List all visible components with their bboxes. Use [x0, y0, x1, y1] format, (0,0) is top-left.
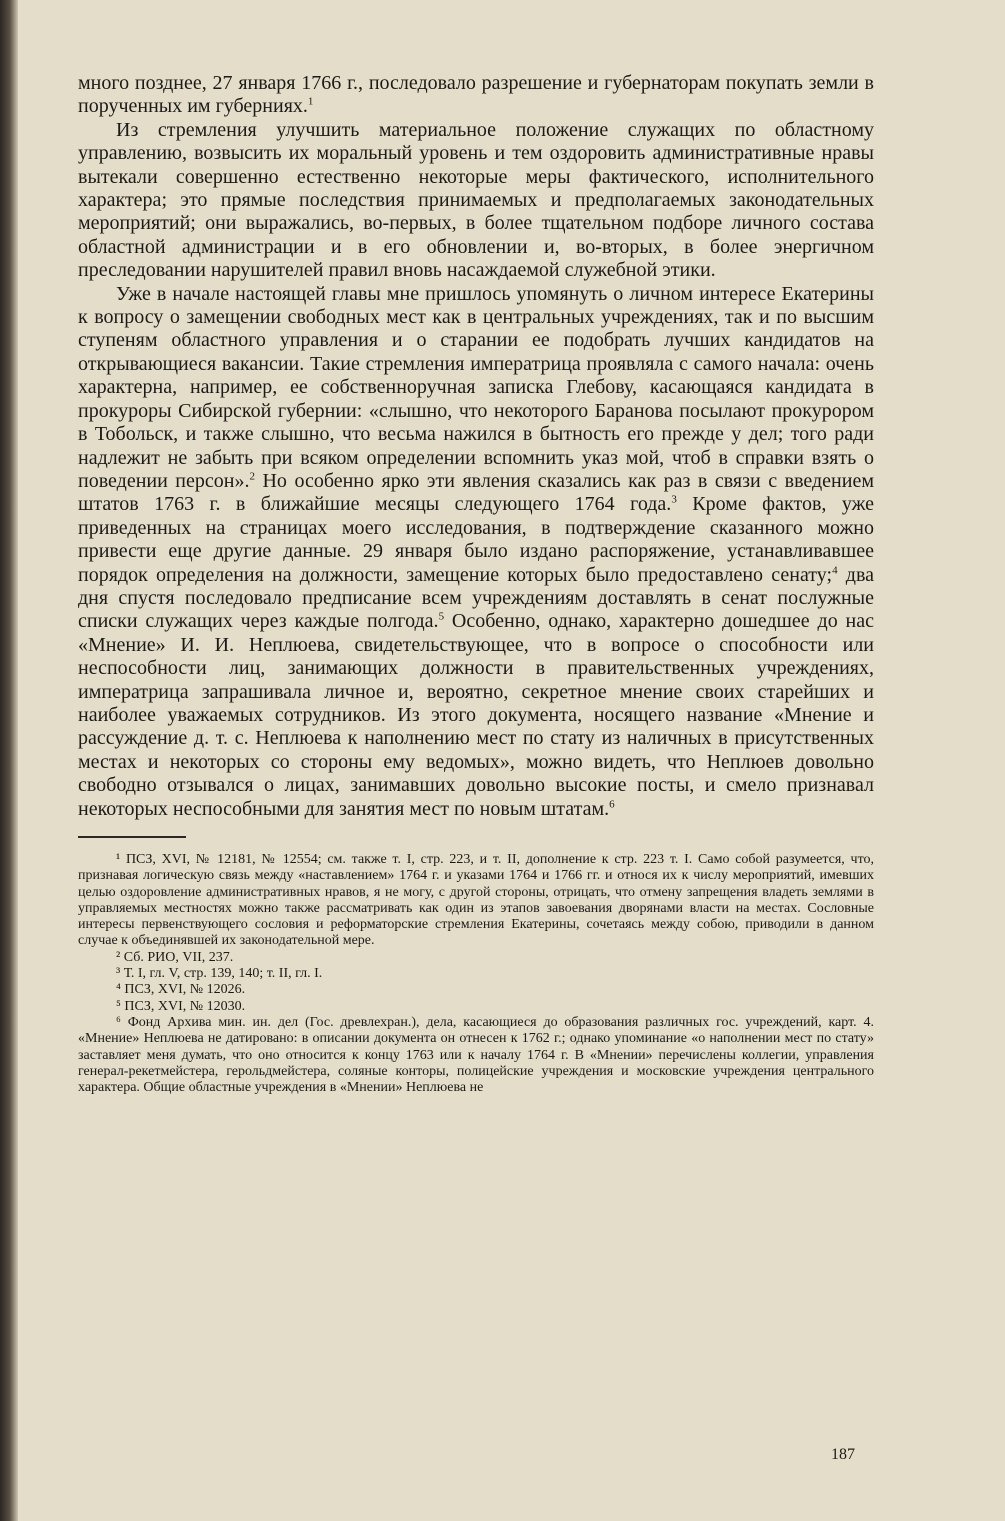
footnote-1: ¹ ПСЗ, XVI, № 12181, № 12554; см. также т. I, стр. 223, и т. II, дополнение к стр. 223 т. I. Само собой разумеется, что, признавая логическую связь между «наставлением» 1764 г. и указами 1764 и 1766 гг. и относя их к числу мероприятий, имевших целью оздоровление административных нравов, я не могу, с другой стороны, отрицать, что отмену запрещения владеть землями в управляемых местностях можно также рассматривать как один из этапов завоевания дворянами власти на местах. Сословные интересы первенствующего сословия и реформаторские стремления Екатерины, сочетаясь между собою, приводили в данном случае к объединявшей их законодательной мере. — [78, 852, 874, 949]
footnotes — [78, 852, 874, 1096]
paragraph-3-text-e: Особенно, однако, характерно дошедшее до нас «Мнение» И. И. Неплюева, свидетельствующее, что в вопросе о способности или неспособности лиц, занимающих должности в правительственных учреждениях, императрица запрашивала личное и, вероятно, секретное мнение своих старейших и наиболее уважаемых сотрудников. Из этого документа, носящего название «Мнение и рассуждение д. т. с. Неплюева к наполнению мест по стату из наличных в присутственных местах и некоторых со стороны ему ведомых», можно видеть, что Неплюев довольно свободно отзывался о лицах, занимавших довольно высокие посты, и смело признавал некоторых неспособными для занятия мест по новым штатам. — [78, 610, 875, 820]
footnote-5: ⁵ ПСЗ, XVI, № 12030. — [116, 998, 246, 1014]
footnote-3: ³ Т. I, гл. V, стр. 139, 140; т. II, гл. I. — [116, 966, 323, 982]
paragraph-3-text-c: Кроме фактов, уже приведенных на страницах моего исследования, в подтверждение сказанного можно привести еще другие данные. 29 января было издано распоряжение, устанавливавшее порядок определения на должности, замещение которых было предоставлено сенату; — [78, 493, 874, 586]
footnote-ref-3: 3 — [671, 493, 677, 506]
footnote-4: ⁴ ПСЗ, XVI, № 12026. — [116, 982, 246, 998]
footnote-ref-5: 5 — [438, 610, 445, 623]
paragraph-3 — [78, 283, 874, 821]
footnote-ref-4: 4 — [832, 563, 838, 576]
footnote-2: ² Сб. РИО, VII, 237. — [116, 949, 234, 965]
footnote-ref-1: 1 — [307, 95, 314, 108]
paragraph-3-text-a: Уже в начале настоящей главы мне пришлось упомянуть о личном интересе Екатерины к вопросу о замещении свободных мест как в центральных учреждениях, так и по высшим ступеням областного управления и о старании ее подобрать лучших кандидатов на открывающиеся вакансии. Такие стремления императрица проявляла с самого начала: очень характерна, например, ее собственноручная записка Глебову, касающаяся кандидата в прокуроры Сибирской губернии: «слышно, что некоторого Баранова посылают прокурором в Тобольск, и также слышно, что весьма нажился в бытность его прежде у дел; того ради надлежит не забыть при всяком определении вспомнить указ мой, чтоб в справки взять о поведении персон». — [78, 282, 874, 492]
footnote-6: ⁶ Фонд Архива мин. ин. дел (Гос. древлехран.), дела, касающиеся до образования различных гос. учреждений, карт. 4. «Мнение» Неплюева не датировано: в описании документа он отнесен к 1762 г.; однако упоминание «о наполнении мест по стату» заставляет меня думать, что оно относится к концу 1763 или к началу 1764 г. В «Мнении» перечислены коллегии, управления генерал-рекетмейстера, герольдмейстера, соляные конторы, полицейские учреждения и московские учреждения центрального характера. Общие областные учреждения в «Мнении» Неплюева не — [78, 1014, 874, 1096]
footnote-ref-6: 6 — [609, 797, 615, 810]
paragraph-1-text: много позднее, 27 января 1766 г., последовало разрешение и губернаторам покупать земли в порученных им губерниях. — [78, 72, 874, 118]
page-number: 187 — [831, 1446, 855, 1463]
paragraph-1 — [78, 72, 874, 119]
footnote-divider — [78, 836, 186, 838]
paragraph-3-text-d: два дня спустя последовало предписание всем учреждениям доставлять в сенат послужные списки служащих через каждые полгода. — [78, 563, 874, 633]
main-text — [78, 72, 874, 821]
page-content — [78, 72, 874, 1096]
paragraph-3-text-b: Но особенно ярко эти явления сказались как раз в связи с введением штатов 1763 г. в ближайшие месяцы следующего 1764 года. — [78, 469, 874, 516]
book-spine-shadow — [0, 0, 18, 1521]
paragraph-2: Из стремления улучшить материальное положение служащих по областному управлению, возвысить их моральный уровень и тем оздоровить административные нравы вытекали совершенно естественно некоторые меры фактического, исполнительного характера; это прямые последствия принимаемых и предполагаемых законодательных мероприятий; они выражались, во-первых, в более тщательном подборе личного состава областной администрации и в его обновлении и, во-вторых, в более энергичном преследовании нарушителей правил вновь насаждаемой служебной этики. — [78, 118, 874, 282]
footnote-ref-2: 2 — [249, 470, 255, 483]
